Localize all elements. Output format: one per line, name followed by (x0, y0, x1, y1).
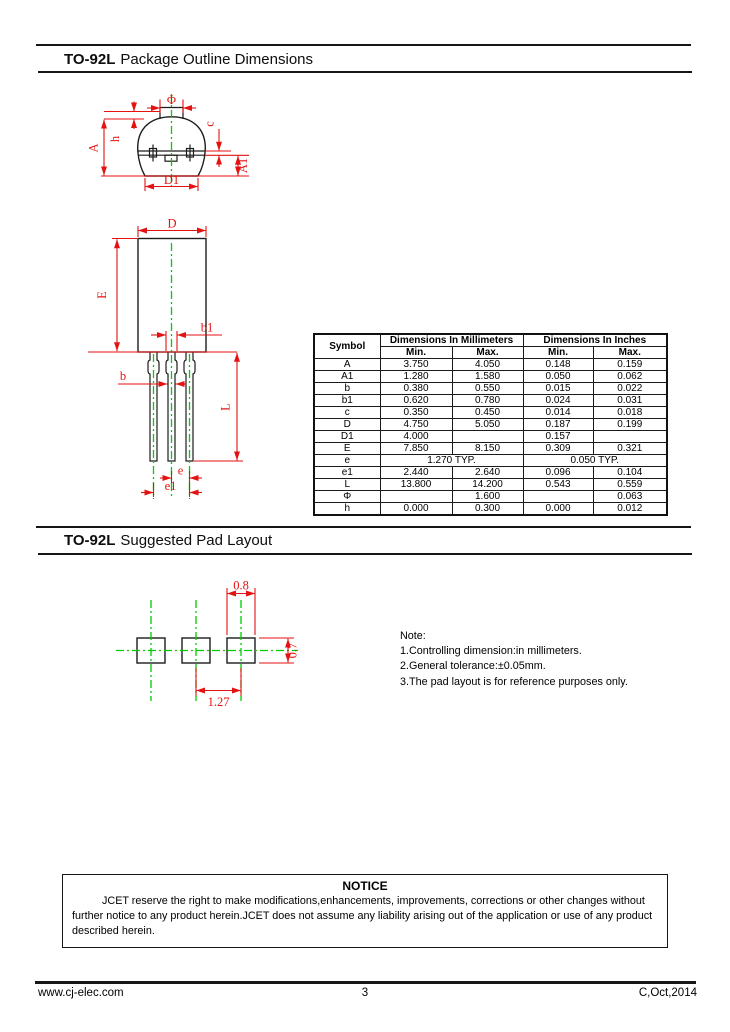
dimension-labels (208, 579, 300, 710)
table-cell: e (314, 455, 380, 467)
table-cell: 13.800 (380, 479, 452, 491)
footer-page-number: 3 (361, 987, 369, 999)
table-cell: 0.063 (593, 491, 667, 503)
table-cell: 0.000 (380, 503, 452, 516)
table-row (314, 443, 667, 455)
table-cell: 0.012 (593, 503, 667, 516)
divider (35, 981, 696, 984)
table-cell: 0.015 (523, 383, 593, 395)
section-title-outline: TO-92L Package Outline Dimensions (64, 51, 314, 68)
dim-label-A1: A1 (236, 157, 250, 174)
table-cell: 0.199 (593, 419, 667, 431)
table-cell: b1 (314, 395, 380, 407)
table-row (314, 455, 667, 467)
table-row (314, 395, 667, 407)
table-cell: D (314, 419, 380, 431)
col-header-symbol: Symbol (314, 334, 380, 359)
table-cell: 1.270 TYP. (380, 455, 523, 467)
notice-box (62, 874, 668, 948)
table-cell: 0.022 (593, 383, 667, 395)
table-cell: Φ (314, 491, 380, 503)
table-cell: 0.620 (380, 395, 452, 407)
table-cell: 1.600 (452, 491, 523, 503)
table-cell: 8.150 (452, 443, 523, 455)
note-item: 1.Controlling dimension:in millimeters. (400, 645, 582, 658)
table-cell: h (314, 503, 380, 516)
table-cell: L (314, 479, 380, 491)
dim-label-e: e (177, 463, 184, 478)
dim-table-body (314, 359, 667, 516)
package-name: TO-92L (64, 532, 116, 549)
note-item: 3.The pad layout is for reference purposes only. (400, 675, 628, 688)
table-cell: c (314, 407, 380, 419)
table-cell: 4.050 (452, 359, 523, 371)
table-cell: 0.050 (523, 371, 593, 383)
table-cell: D1 (314, 431, 380, 443)
divider (38, 71, 692, 73)
divider (36, 44, 691, 46)
table-cell: 0.559 (593, 479, 667, 491)
table-cell: 2.640 (452, 467, 523, 479)
footer-date: C,Oct,2014 (638, 987, 697, 999)
dim-label-E: E (95, 291, 109, 299)
dim-label-b: b (119, 369, 127, 383)
table-cell: 0.321 (593, 443, 667, 455)
table-cell: b (314, 383, 380, 395)
col-header-in-min: Min. (523, 347, 593, 359)
table-cell: 1.280 (380, 371, 452, 383)
table-cell: 0.780 (452, 395, 523, 407)
table-cell (452, 431, 523, 443)
table-cell: 0.018 (593, 407, 667, 419)
col-header-mm-min: Min. (380, 347, 452, 359)
notice-title: NOTICE (342, 879, 388, 893)
table-cell: 3.750 (380, 359, 452, 371)
table-cell: 0.050 TYP. (523, 455, 667, 467)
table-row (314, 431, 667, 443)
table-row (314, 359, 667, 371)
table-cell: 0.380 (380, 383, 452, 395)
table-row (314, 467, 667, 479)
table-row (314, 491, 667, 503)
table-cell: 0.450 (452, 407, 523, 419)
dim-label-b1: b1 (200, 320, 214, 335)
dim-label-D: D (167, 216, 177, 231)
table-row (314, 371, 667, 383)
package-front-view-drawing (85, 215, 250, 507)
table-cell: 0.309 (523, 443, 593, 455)
table-row (314, 407, 667, 419)
table-cell: 0.104 (593, 467, 667, 479)
table-cell: 0.062 (593, 371, 667, 383)
table-cell: 1.580 (452, 371, 523, 383)
table-cell: 7.850 (380, 443, 452, 455)
table-cell: 0.350 (380, 407, 452, 419)
table-cell: 4.000 (380, 431, 452, 443)
section-title-pad-layout: TO-92L Suggested Pad Layout (64, 532, 273, 549)
package-name: TO-92L (64, 51, 116, 68)
note-block (400, 629, 628, 690)
table-cell: 0.187 (523, 419, 593, 431)
dim-label-h: h (108, 135, 122, 143)
dim-label-L: L (218, 403, 233, 411)
table-cell: 2.440 (380, 467, 452, 479)
dim-label-D1: D1 (163, 173, 180, 187)
table-cell: E (314, 443, 380, 455)
table-cell: 14.200 (452, 479, 523, 491)
table-row (314, 419, 667, 431)
table-cell: 0.543 (523, 479, 593, 491)
pad-dim-right: 0.7 (285, 642, 300, 659)
table-cell: 0.000 (523, 503, 593, 516)
table-cell: 0.550 (452, 383, 523, 395)
table-header-row (314, 334, 667, 347)
table-cell: 0.300 (452, 503, 523, 516)
dim-label-A: A (86, 143, 101, 153)
dim-label-c: c (202, 121, 217, 127)
package-top-view-drawing (85, 88, 257, 198)
table-cell: 0.096 (523, 467, 593, 479)
table-row (314, 383, 667, 395)
dimension-labels (95, 217, 233, 494)
col-header-mm: Dimensions In Millimeters (380, 334, 523, 347)
table-cell: A (314, 359, 380, 371)
col-header-mm-max: Max. (452, 347, 523, 359)
footer-website: www.cj-elec.com (38, 987, 124, 999)
table-cell: e1 (314, 467, 380, 479)
table-cell: 0.014 (523, 407, 593, 419)
divider (36, 526, 691, 528)
centerlines (116, 600, 298, 701)
table-cell (593, 431, 667, 443)
dimensions-table (313, 333, 668, 516)
table-cell: 0.159 (593, 359, 667, 371)
table-row (314, 479, 667, 491)
dim-label-phi: Φ (166, 93, 177, 107)
table-cell (380, 491, 452, 503)
pad-dim-top: 0.8 (233, 578, 249, 593)
table-cell: 0.157 (523, 431, 593, 443)
col-header-inch: Dimensions In Inches (523, 334, 667, 347)
table-cell: 0.148 (523, 359, 593, 371)
table-cell: 5.050 (452, 419, 523, 431)
dim-label-e1: e1 (164, 479, 177, 493)
note-item: 2.General tolerance:±0.05mm. (400, 660, 546, 673)
table-cell: 0.031 (593, 395, 667, 407)
table-cell (523, 491, 593, 503)
table-row (314, 503, 667, 516)
table-cell: 4.750 (380, 419, 452, 431)
table-cell: 0.024 (523, 395, 593, 407)
divider (38, 553, 692, 555)
col-header-in-max: Max. (593, 347, 667, 359)
notice-body: JCET reserve the right to make modifications,enhancements, improvements, corrections or other changes without further notice to any product herein.JCET does not assume any liability arising out of the application or use of any product described herein. (72, 895, 653, 937)
pad-dim-bottom: 1.27 (207, 695, 230, 709)
note-title: Note: (400, 630, 426, 642)
dimension-lines (88, 226, 243, 497)
pad-layout-drawing (108, 565, 310, 715)
table-cell: A1 (314, 371, 380, 383)
